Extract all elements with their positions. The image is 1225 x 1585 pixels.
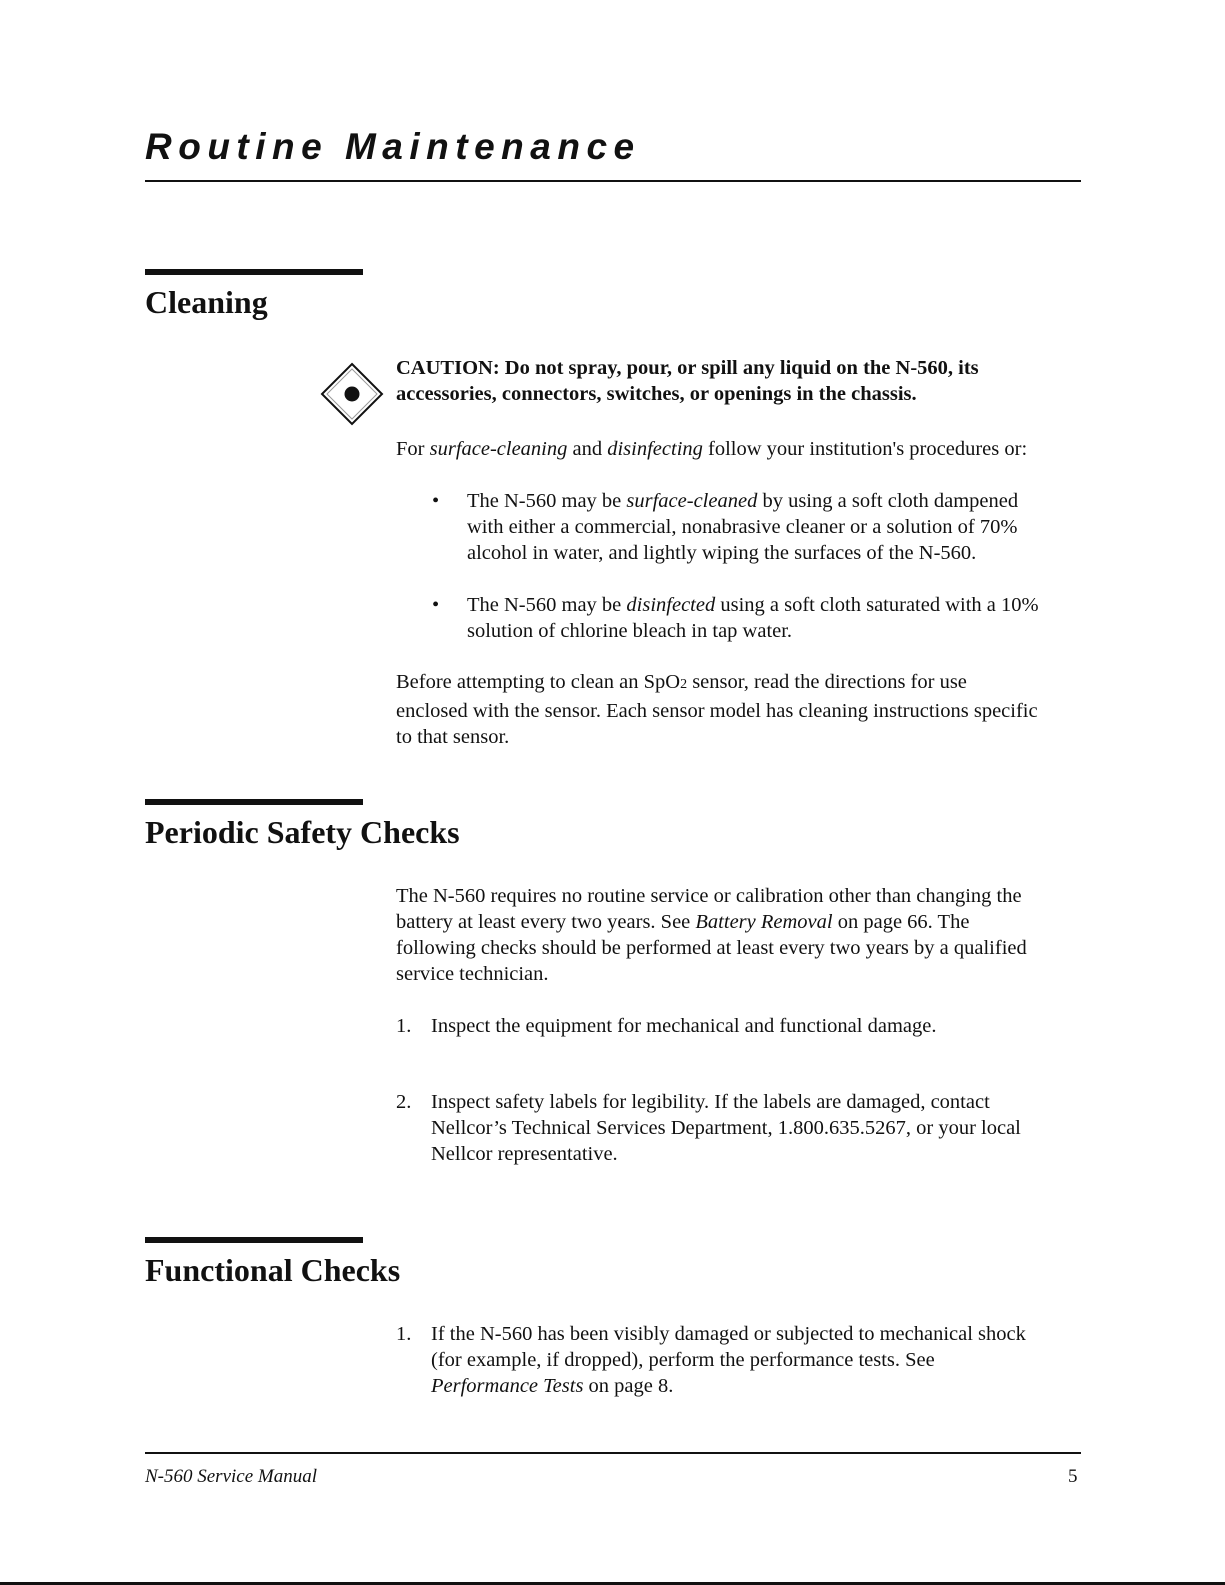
caution-line: accessories, connectors, switches, or openings in the chassis. bbox=[396, 383, 917, 405]
bullet-symbol: • bbox=[432, 594, 440, 616]
footer-rule bbox=[145, 1452, 1081, 1454]
emphasis-surface-cleaned: surface-cleaned bbox=[626, 490, 758, 512]
caution-notice bbox=[396, 355, 1086, 407]
sensor-cleaning-note: Before attempting to clean an SpO2 sensor, read the directions for use enclosed with the sensor. Each sensor model has cleaning instructions specific to that sensor. bbox=[396, 671, 1038, 748]
footer-manual-title: N-560 Service Manual bbox=[145, 1466, 318, 1487]
cleaning-bullet-disinfect: The N-560 may be disinfected using a soft cloth saturated with a 10% solution of chlorine bleach in tap water. bbox=[467, 594, 1039, 642]
emphasis-surface-cleaning: surface-cleaning bbox=[429, 438, 568, 460]
section-heading-functional: Functional Checks bbox=[145, 1252, 401, 1288]
section-heading-safety: Periodic Safety Checks bbox=[145, 814, 460, 850]
functional-check-item: If the N-560 has been visibly damaged or subjected to mechanical shock (for example, if dropped), perform the performance tests. See Performance Tests on page 8. bbox=[431, 1323, 1026, 1397]
bullet-symbol: • bbox=[432, 490, 440, 512]
cleaning-intro: For surface-cleaning and disinfecting follow your institution's procedures or: bbox=[396, 438, 1028, 460]
emphasis-disinfecting: disinfecting bbox=[607, 438, 703, 460]
safety-check-item: Inspect the equipment for mechanical and functional damage. bbox=[431, 1015, 937, 1037]
caution-icon bbox=[320, 362, 384, 426]
reference-battery-removal: Battery Removal bbox=[695, 911, 833, 933]
chapter-title-rule bbox=[145, 180, 1081, 182]
page-number: 5 bbox=[1068, 1466, 1078, 1487]
list-number: 1. bbox=[396, 1323, 412, 1345]
safety-check-item: Inspect safety labels for legibility. If the labels are damaged, contact Nellcor’s Technical Services Department, 1.800.635.5267, or your local Nellcor representative. bbox=[431, 1091, 1021, 1165]
emphasis-disinfected: disinfected bbox=[626, 594, 716, 616]
chapter-title: Routine Maintenance bbox=[145, 126, 641, 167]
reference-performance-tests: Performance Tests bbox=[431, 1375, 584, 1397]
section-bar-safety bbox=[145, 799, 363, 805]
list-number: 1. bbox=[396, 1015, 412, 1037]
section-bar-functional bbox=[145, 1237, 363, 1243]
cleaning-bullet-surface: The N-560 may be surface-cleaned by using a soft cloth dampened with either a commercial, nonabrasive cleaner or a solution of 70% alcohol in water, and lightly wiping the surfaces of the N-560. bbox=[467, 490, 1019, 564]
section-heading-cleaning: Cleaning bbox=[145, 284, 268, 320]
section-bar-cleaning bbox=[145, 269, 363, 275]
safety-intro: The N-560 requires no routine service or calibration other than changing the battery at least every two years. See Battery Removal on page 66. The following checks should be performed at least every two years by a qualified service technician. bbox=[396, 885, 1027, 985]
list-number: 2. bbox=[396, 1091, 412, 1113]
caution-line: CAUTION: Do not spray, pour, or spill any liquid on the N-560, its bbox=[396, 357, 979, 379]
